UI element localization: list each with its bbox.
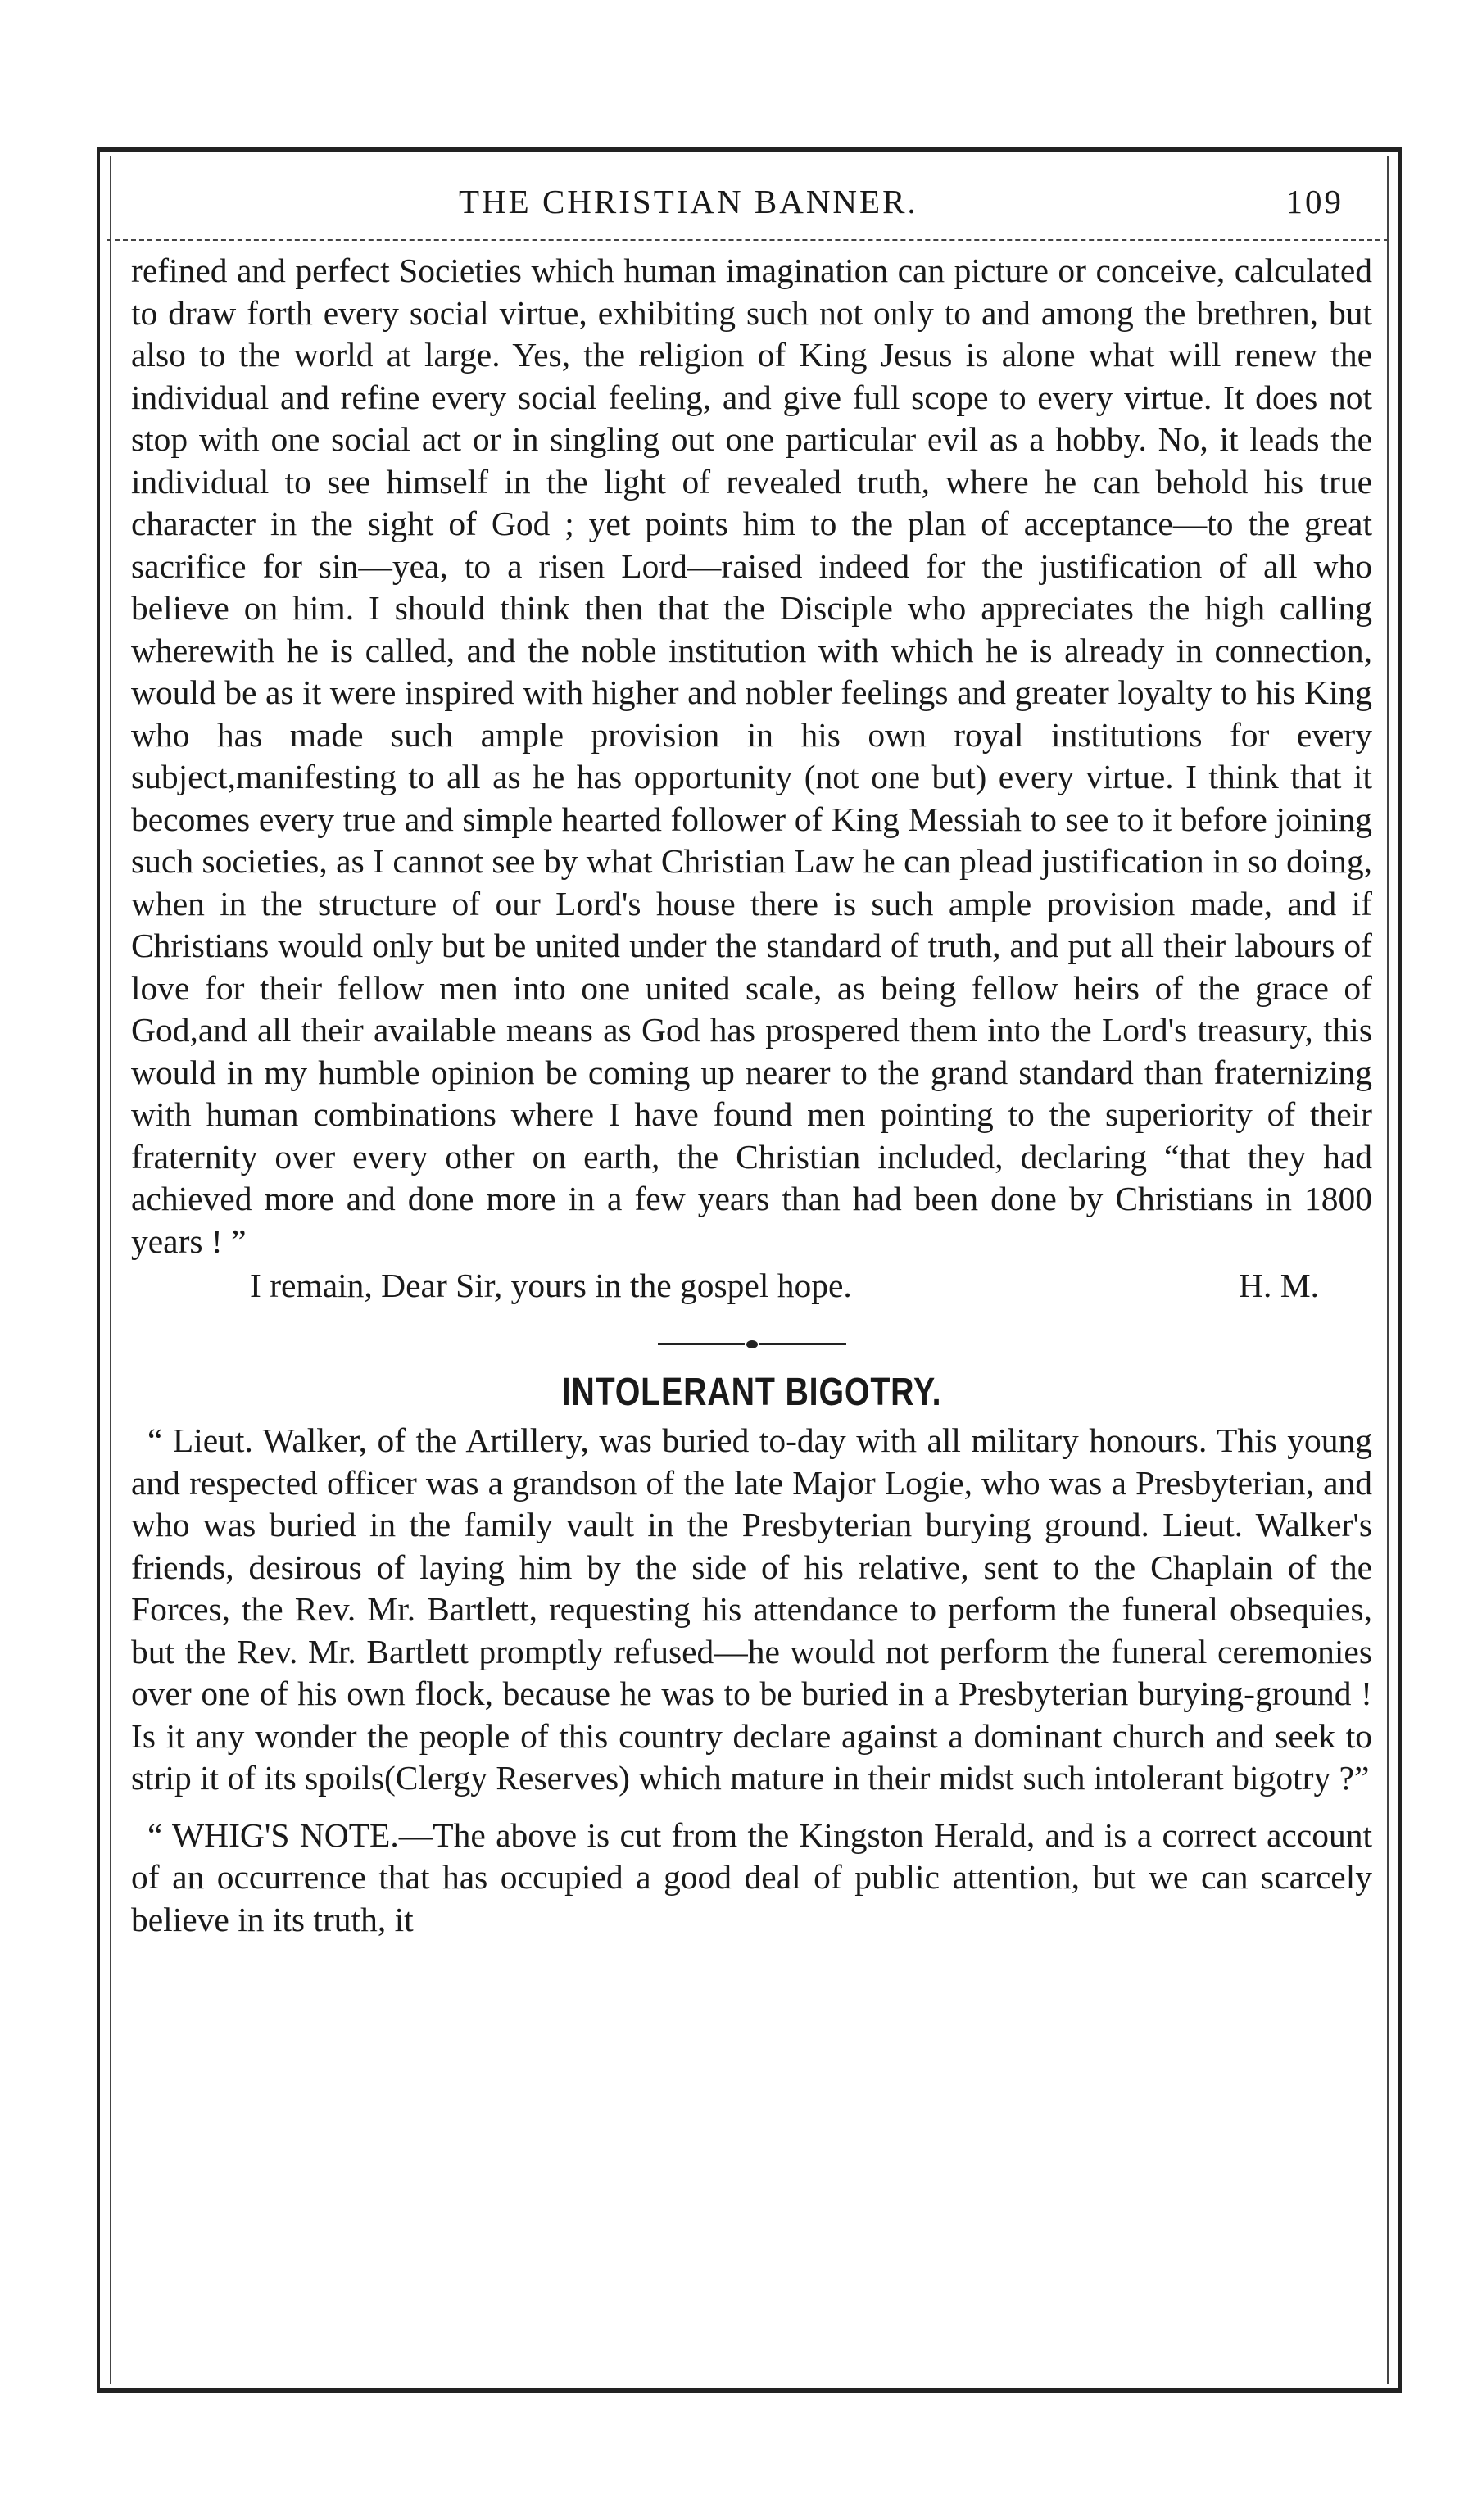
section-divider	[658, 1340, 846, 1348]
letter-body: refined and perfect Societies which human imagination can picture or conceive, calculated to draw forth every social virtue, exhibiting such not only to and among the brethren, but also to the world at large. Yes, the religion of King Jesus is alone what will renew the individual and refine every social feeling, and give full scope to every virtue. It does not stop with one social act or in singling out one particular evil as a hobby. No, it leads the individual to see himself in the light of revealed truth, where he can behold his true character in the sight of God ; yet points him to the plan of acceptance—to the great sacrifice for sin—yea, to a risen Lord—raised indeed for the justification of all who believe on him. I should think then that the Disciple who appreciates the high calling wherewith he is called, and the noble institution with which he is already in connection, would be as it were inspired with higher and nobler feelings and greater loyalty to his King who has made such ample provision in his own royal institutions for every subject,manifesting to all as he has opportunity (not one but) every virtue. I think that it becomes every true and simple hearted follower of King Messiah to see to it before joining such societies, as I cannot see by what Christian Law he can plead justification in so doing, when in the structure of our Lord's house there is such ample provision made, and if Christians would only but be united under the standard of truth, and put all their labours of love for their fellow men into one united scale, as being fellow heirs of the grace of God,and all their available means as God has prospered them into the Lord's treasury, this would in my humble opinion be coming up nearer to the grand standard than fraternizing with human combinations where I have found men pointing to the superiority of their fraternity over every other on earth, the Christian included, declaring “that they had achieved more and done more in a few years than had been done by Christians in 1800 years ! ”	[131, 252, 1372, 1260]
letter-closing: I remain, Dear Sir, yours in the gospel hope.	[250, 1267, 852, 1304]
divider-line-right	[759, 1343, 846, 1345]
divider-line-left	[658, 1343, 745, 1345]
article-title: INTOLERANT BIGOTRY.	[561, 1370, 942, 1414]
page-number: 109	[1285, 183, 1344, 220]
journal-title: THE CHRISTIAN BANNER.	[459, 183, 918, 220]
article-quote: “ Lieut. Walker, of the Artillery, was buried to-day with all military honours. This young and respected officer was a grandson of the late Major Logie, who was a Presbyterian, and who was buried in the family vault in the Presbyterian burying ground. Lieut. Walker's friends, desirous of laying him by the side of his relative, sent to the Chaplain of the Forces, the Rev. Mr. Bartlett, requesting his attendance to perform the funeral obsequies, but the Rev. Mr. Bartlett promptly refused—he would not perform the funeral ceremonies over one of his own flock, because he was to be buried in a Presbyterian burying-ground ! Is it any wonder the people of this country declare against a dominant church and seek to strip it of its spoils(Clergy Reserves) which mature in their midst such intolerant bigotry ?”	[131, 1421, 1372, 1797]
running-header	[131, 182, 1385, 231]
letter-signature: H. M.	[1239, 1267, 1319, 1304]
text-column	[131, 250, 1372, 1941]
letter-signoff	[131, 1265, 1372, 1308]
header-rule	[107, 239, 1389, 241]
bottom-rule	[97, 2388, 1402, 2393]
article-note: “ WHIG'S NOTE.—The above is cut from the Kingston Herald, and is a correct account of an occurrence that has occupied a good deal of public attention, but we can scarcely believe in its truth, it	[131, 1815, 1372, 1938]
divider-dot	[746, 1340, 758, 1348]
